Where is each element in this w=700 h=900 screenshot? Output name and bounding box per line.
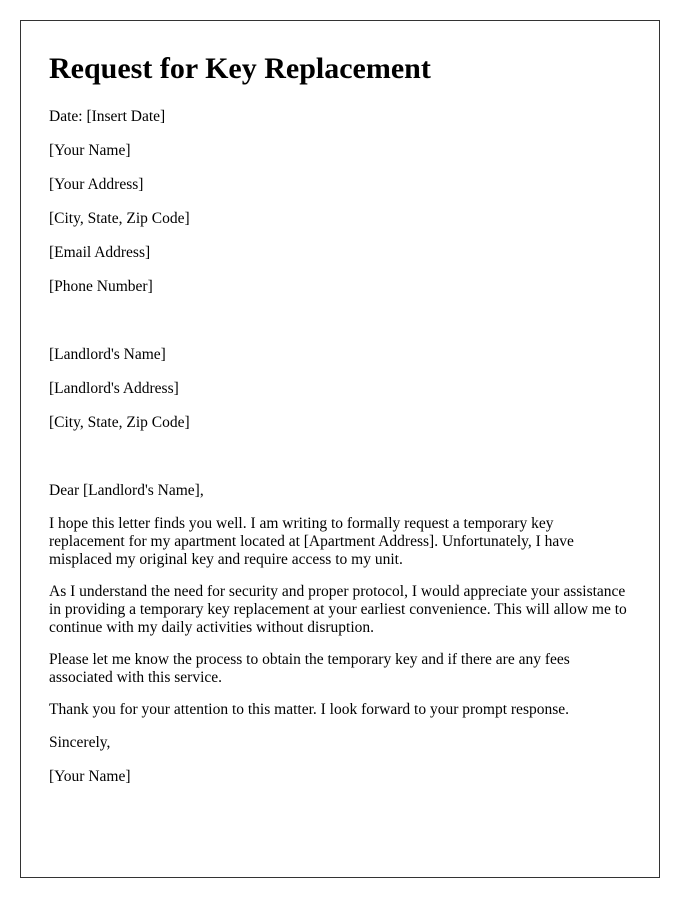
body-paragraph: I hope this letter finds you well. I am writing to formally request a temporary key replacement for my apartment located at [Apartment Address]. Unfortunately, I have misplaced my original key and require access to my unit. — [49, 515, 574, 568]
block-spacer — [49, 447, 631, 481]
sender-phone: [Phone Number] — [49, 278, 153, 295]
letter-page — [20, 20, 660, 878]
recipient-address: [Landlord's Address] — [49, 380, 179, 397]
salutation: Dear [Landlord's Name], — [49, 482, 204, 499]
sender-name: [Your Name] — [49, 142, 131, 159]
body-paragraph: Thank you for your attention to this matter. I look forward to your prompt response. — [49, 701, 570, 718]
sender-city-state-zip: [City, State, Zip Code] — [49, 210, 190, 227]
recipient-city-state-zip: [City, State, Zip Code] — [49, 414, 190, 431]
sender-address: [Your Address] — [49, 176, 144, 193]
letter-title: Request for Key Replacement — [49, 52, 431, 85]
closing: Sincerely, — [49, 734, 111, 751]
sender-email: [Email Address] — [49, 244, 151, 261]
signature: [Your Name] — [49, 768, 131, 785]
body-paragraph: As I understand the need for security and proper protocol, I would appreciate your assistance in providing a temporary key replacement at your earliest convenience. This will allow me to continue with my daily activities without disruption. — [49, 583, 627, 636]
date-line: Date: [Insert Date] — [49, 108, 166, 125]
block-spacer — [49, 311, 631, 345]
recipient-name: [Landlord's Name] — [49, 346, 166, 363]
body-paragraph: Please let me know the process to obtain the temporary key and if there are any fees associated with this service. — [49, 651, 570, 686]
